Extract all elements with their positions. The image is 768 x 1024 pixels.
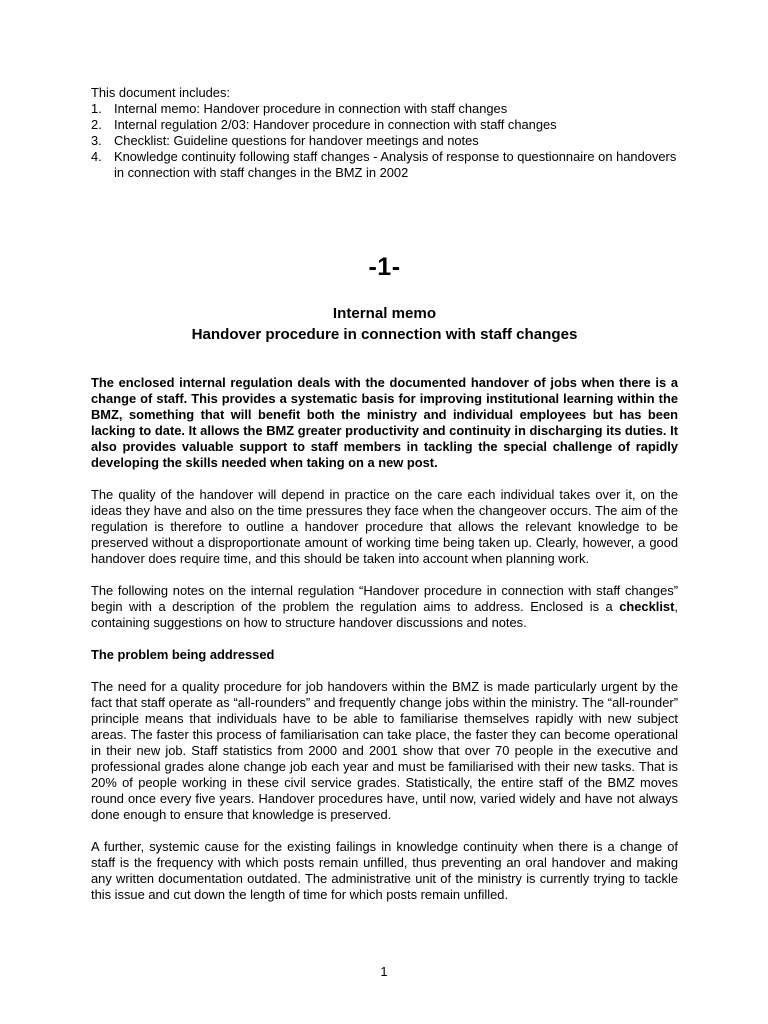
contents-item bbox=[91, 117, 678, 133]
memo-subtitle: Handover procedure in connection with staff changes bbox=[191, 326, 578, 343]
paragraph-text: The following notes on the internal regulation “Handover procedure in connection with staff changes” begin with a description of the problem the regulation aims to address. Enclosed is a bbox=[91, 583, 678, 614]
page-content bbox=[91, 85, 678, 903]
contents-item-text: Checklist: Guideline questions for handover meetings and notes bbox=[114, 133, 479, 148]
lead-paragraph: The enclosed internal regulation deals with the documented handover of jobs when there is a change of staff. This provides a systematic basis for improving institutional learning within the BMZ, something that will benefit both the ministry and individual employees but has been lacking to date. It allows the BMZ greater productivity and continuity in discharging its duties. It also provides valuable support to staff members in tackling the special challenge of rapidly developing the skills needed when taking on a new post. bbox=[91, 375, 678, 470]
body-paragraph: The need for a quality procedure for job handovers within the BMZ is made particularly urgent by the fact that staff operate as “all-rounders” and frequently change jobs within the ministry. The “all-rounder” principle means that individuals have to be able to familiarise themselves rapidly with new subject areas. The faster this process of familiarisation can take place, the faster they can become operational in their new job. Staff statistics from 2000 and 2001 show that over 70 people in the executive and professional grades alone change job each year and must be familiarised with their new tasks. That is 20% of people working in these civil service grades. Statistically, the entire staff of the BMZ moves round once every five years. Handover procedures have, until now, varied widely and have not always done enough to ensure that knowledge is preserved. bbox=[91, 679, 678, 822]
paragraph-text: , containing suggestions on how to structure handover discussions and notes. bbox=[91, 599, 678, 630]
page-number: 1 bbox=[380, 964, 388, 979]
contents-item-text: Knowledge continuity following staff changes - Analysis of response to questionnaire on handovers in connection with staff changes in the BMZ in 2002 bbox=[114, 149, 677, 180]
body-paragraph: A further, systemic cause for the existing failings in knowledge continuity when there is a change of staff is the frequency with which posts remain unfilled, thus preventing an oral handover and making any written documentation outdated. The administrative unit of the ministry is currently trying to tackle this issue and cut down the length of time for which posts remain unfilled. bbox=[91, 839, 678, 902]
contents-list bbox=[91, 101, 678, 181]
contents-heading: This document includes: bbox=[91, 85, 231, 100]
contents-item-number: 3. bbox=[91, 133, 102, 148]
memo-title: Internal memo bbox=[332, 305, 437, 322]
contents-item-number: 4. bbox=[91, 149, 102, 164]
section-heading: The problem being addressed bbox=[91, 647, 275, 662]
contents-item bbox=[91, 133, 678, 149]
checklist-emphasis: checklist bbox=[619, 599, 675, 614]
section-number: -1- bbox=[368, 253, 401, 281]
body-paragraph-checklist bbox=[91, 583, 678, 631]
contents-item-text: Internal memo: Handover procedure in connection with staff changes bbox=[114, 101, 508, 116]
contents-item-text: Internal regulation 2/03: Handover procedure in connection with staff changes bbox=[114, 117, 557, 132]
contents-item-number: 1. bbox=[91, 101, 102, 116]
body-paragraph: The quality of the handover will depend in practice on the care each individual takes over it, on the ideas they have and also on the time pressures they face when the changeover occurs. The aim of the regulation is therefore to outline a handover procedure that allows the relevant knowledge to be preserved without a disproportionate amount of working time being taken up. Clearly, however, a good handover does require time, and this should be taken into account when planning work. bbox=[91, 487, 678, 566]
contents-item bbox=[91, 149, 678, 181]
contents-item-number: 2. bbox=[91, 117, 102, 132]
contents-item bbox=[91, 101, 678, 117]
